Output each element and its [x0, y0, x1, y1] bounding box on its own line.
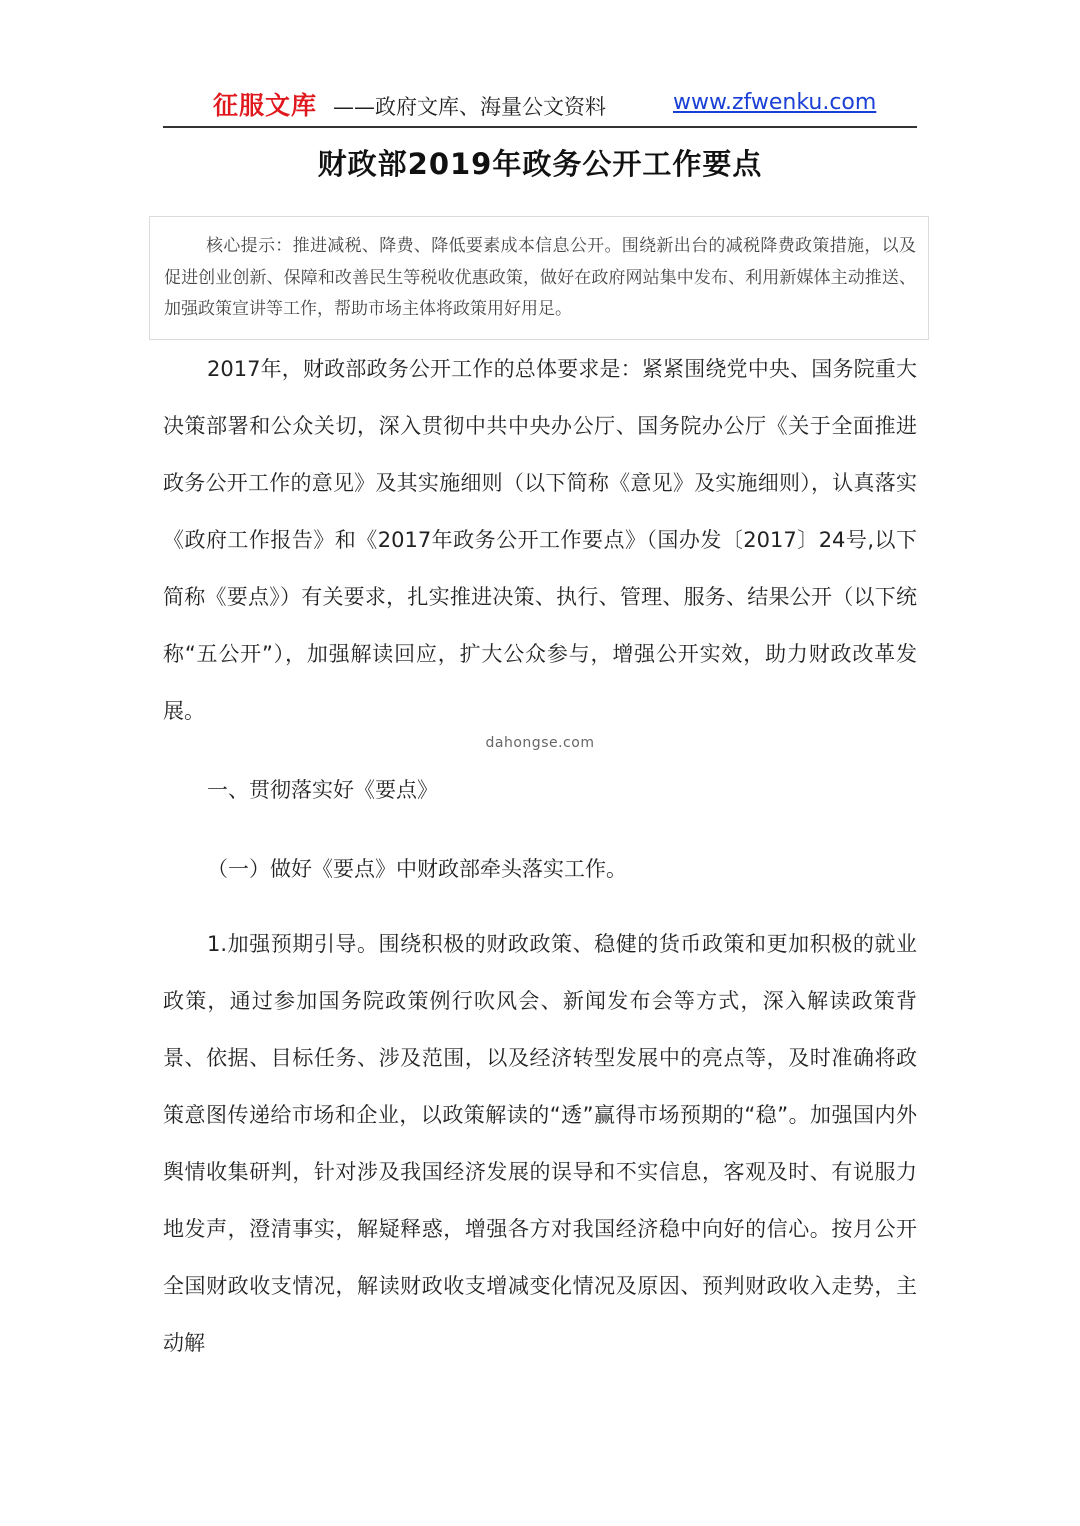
- summary-text: 核心提示：推进减税、降费、降低要素成本信息公开。围绕新出台的减税降费政策措施，以及促进创业创新、保障和改善民生等税收优惠政策，做好在政府网站集中发布、利用新媒体主动推送、加强政策宣讲等工作，帮助市场主体将政策用好用足。: [164, 236, 916, 319]
- page-header: [163, 84, 917, 128]
- header-tagline: ——政府文库、海量公文资料: [333, 95, 606, 119]
- summary-box: [149, 216, 929, 340]
- intro-paragraph: 2017年，财政部政务公开工作的总体要求是：紧紧围绕党中央、国务院重大决策部署和公众关切，深入贯彻中共中央办公厅、国务院办公厅《关于全面推进政务公开工作的意见》及其实施细则（以下简称《意见》及实施细则），认真落实《政府工作报告》和《2017年政务公开工作要点》（国办发〔2017〕24号,以下简称《要点》）有关要求，扎实推进决策、执行、管理、服务、结果公开（以下统称“五公开”），加强解读回应，扩大公众参与，增强公开实效，助力财政改革发展。: [163, 357, 917, 723]
- document-title: 财政部2019年政务公开工作要点: [317, 147, 763, 181]
- site-link[interactable]: www.zfwenku.com: [673, 90, 877, 115]
- section-heading: 一、贯彻落实好《要点》: [207, 778, 438, 802]
- subsection-heading: （一）做好《要点》中财政部牵头落实工作。: [207, 857, 627, 881]
- item-paragraph: 1.加强预期引导。围绕积极的财政政策、稳健的货币政策和更加积极的就业政策，通过参加国务院政策例行吹风会、新闻发布会等方式，深入解读政策背景、依据、目标任务、涉及范围，以及经济转型发展中的亮点等，及时准确将政策意图传递给市场和企业，以政策解读的“透”赢得市场预期的“稳”。加强国内外舆情收集研判，针对涉及我国经济发展的误导和不实信息，客观及时、有说服力地发声，澄清事实，解疑释惑，增强各方对我国经济稳中向好的信心。按月公开全国财政收支情况，解读财政收支增减变化情况及原因、预判财政收入走势，主动解: [163, 932, 917, 1355]
- brand-logo: 征服文库: [213, 91, 318, 120]
- watermark: dahongse.com: [485, 735, 595, 751]
